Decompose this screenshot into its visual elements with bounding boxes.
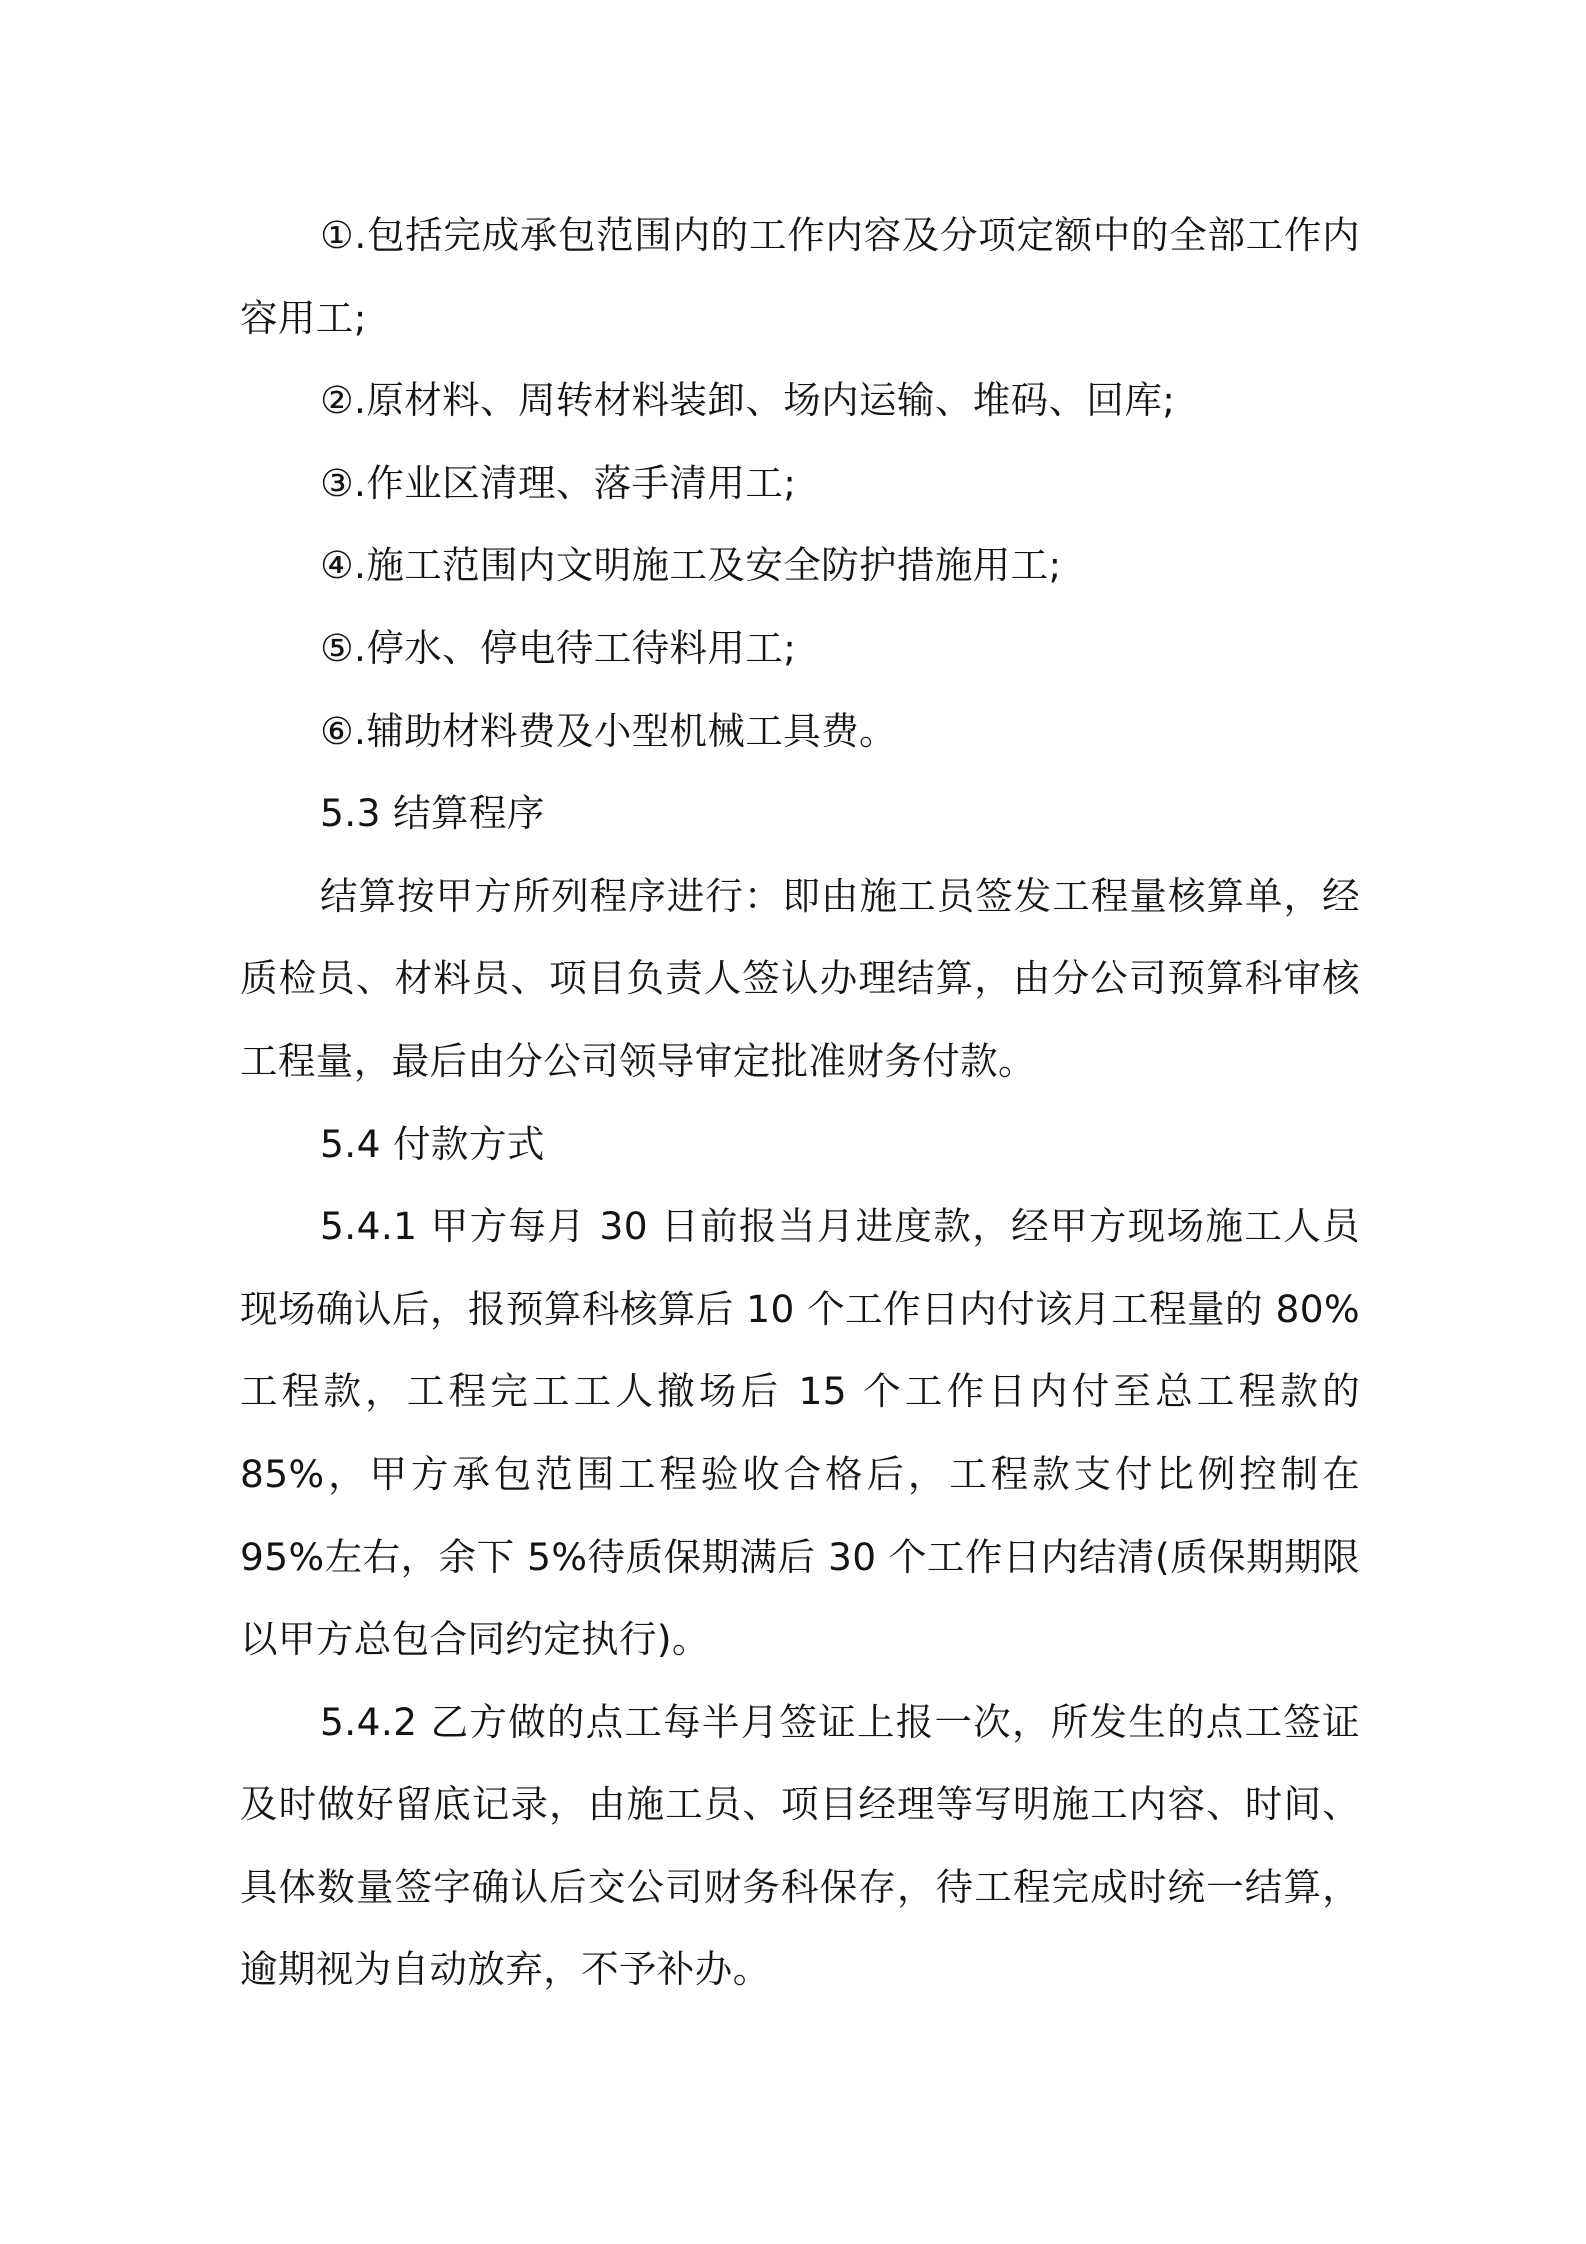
clause-5-4-2: 5.4.2 乙方做的点工每半月签证上报一次，所发生的点工签证及时做好留底记录，由施工员、项目经理等写明施工内容、时间、具体数量签字确认后交公司财务科保存，待工程完成时统一结算，逾期视为自动放弃，不予补办。 [240,1699,1360,1992]
settlement-procedure-paragraph: 结算按甲方所列程序进行：即由施工员签发工程量核算单，经质检员、材料员、项目负责人签认办理结算，由分公司预算科审核工程量，最后由分公司领导审定批准财务付款。 [240,873,1360,1083]
list-item-2: ②.原材料、周转材料装卸、场内运输、堆码、回库; [320,378,1176,423]
list-item-6: ⑥.辅助材料费及小型机械工具费。 [320,708,897,753]
document-body [240,194,1360,2011]
list-item-3: ③.作业区清理、落手清用工; [320,460,797,505]
list-item-4: ④.施工范围内文明施工及安全防护措施用工; [320,543,1062,588]
clause-5-4-1: 5.4.1 甲方每月 30 日前报当月进度款，经甲方现场施工人员现场确认后，报预算科核算后 10 个工作日内付该月工程量的 80%工程款，工程完工工人撤场后 15 个工作日内付至总工程款的 85%，甲方承包范围工程验收合格后，工程款支付比例控制在 95%左右，余下 5%待质保期满后 30 个工作日内结清(质保期期限以甲方总包合同约定执行)。 [240,1204,1360,1662]
list-item-5: ⑤.停水、停电待工待料用工; [320,625,797,670]
list-item-1: ①.包括完成承包范围内的工作内容及分项定额中的全部工作内容用工; [240,213,1360,340]
section-heading-5-3: 5.3 结算程序 [320,791,545,836]
section-heading-5-4: 5.4 付款方式 [320,1121,545,1166]
